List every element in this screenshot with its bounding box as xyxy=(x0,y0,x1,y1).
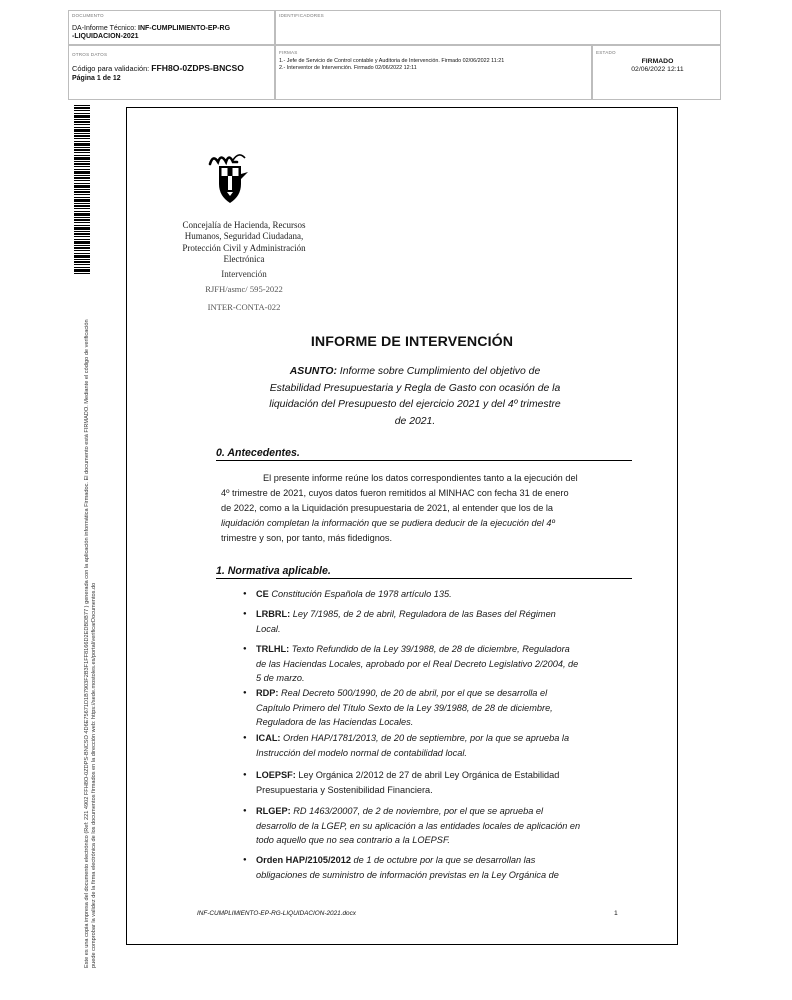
municipal-logo xyxy=(153,148,333,223)
footer-filename: INF-CUMPLIMIENTO-EP-RG-LIQUIDACION-2021.docx xyxy=(197,910,356,917)
header-documento-cell xyxy=(68,10,275,45)
signature-2: 2.- Interventor de Intervención. Firmado 02/06/2022 12:11 xyxy=(279,65,417,71)
bullet-icon: ● xyxy=(243,808,247,814)
reference-1: RJFH/asmc/ 595-2022 xyxy=(205,284,283,294)
section-heading-normativa: 1. Normativa aplicable. xyxy=(216,565,632,579)
document-page xyxy=(126,107,678,945)
list-item: LRBRL: Ley 7/1985, de 2 de abril, Reguladora de las Bases del Régimen Local. xyxy=(256,609,556,634)
office-name: Intervención xyxy=(221,269,267,279)
bullet-icon: ● xyxy=(243,690,247,696)
page-title: INFORME DE INTERVENCIÓN xyxy=(310,334,514,350)
firmas-label: FIRMAS xyxy=(279,50,298,55)
estado-value: FIRMADO 02/06/2022 12:11 xyxy=(631,58,684,73)
documento-label: DOCUMENTO xyxy=(72,13,104,18)
antecedentes-paragraph: El presente informe reúne los datos correspondientes tanto a la ejecución del 4º trimestre de 2021, cuyos datos fueron remitidos al MINHAC con fecha 31 de enero de 2022, como a la Liquidación presupuestaria de 2021, al entender que los de la liquidación completan la información que se pudiera deducir de la ejecución del 4º trimestre y son, por tanto, más fidedignos. xyxy=(221,473,578,543)
reference-2: INTER-CONTA-022 xyxy=(207,302,281,312)
bullet-icon: ● xyxy=(243,772,247,778)
estado-label: ESTADO xyxy=(596,50,616,55)
list-item: LOEPSF: Ley Orgánica 2/2012 de 27 de abril Ley Orgánica de Estabilidad Presupuestaria y Sostenibilidad Financiera. xyxy=(256,770,560,795)
bullet-icon: ● xyxy=(243,611,247,617)
crest-icon xyxy=(153,148,333,218)
bullet-icon: ● xyxy=(243,646,247,652)
validation-code: Código para validación: FFH8O-0ZDPS-BNCSO xyxy=(72,63,244,73)
department-name: Concejalía de Hacienda, Recursos Humanos, Seguridad Ciudadana, Protección Civil y Administración Electrónica xyxy=(182,220,306,265)
identificadores-label: IDENTIFICADORES xyxy=(279,13,324,18)
footer-page-number: 1 xyxy=(614,910,618,917)
list-item: Orden HAP/2105/2012 de 1 de octubre por la que se desarrollan las obligaciones de suministro de información previstas en la Ley Orgánica de xyxy=(256,855,559,880)
verification-text-line-2: puede comprobar la validez de la firma electrónica de los documentos firmados en la dirección web: https://sede.mostoles.es/portal/verificarDocumentos.do xyxy=(91,582,97,968)
section-heading-antecedentes: 0. Antecedentes. xyxy=(216,447,632,461)
bullet-icon: ● xyxy=(243,591,247,597)
list-item: CE Constitución Española de 1978 artículo 135. xyxy=(256,589,452,599)
page-count: Página 1 de 12 xyxy=(72,75,121,82)
barcode xyxy=(74,105,90,275)
asunto-block: ASUNTO: Informe sobre Cumplimiento del objetivo de Estabilidad Presupuestaria y Regla de Gasto con ocasión de la liquidación del Presupuesto del ejercicio 2021 y del 4º trimestre de 2021. xyxy=(269,366,561,428)
documento-title: DA-Informe Técnico: INF-CUMPLIMIENTO-EP-RG -LIQUIDACION-2021 xyxy=(72,25,231,40)
signature-1: 1.- Jefe de Servicio de Control contable y Auditoria de Intervención. Firmado 02/06/2022 11:21 xyxy=(279,58,505,64)
verification-text-line-1: Este es una copia impresa del documento electrónico (Ref: 221 4902 FFH8O-0ZDPS-BNCSO 4D6E75671D1B7903F2B3F1FF8166D2EDBDB77 ) generada con la aplicación informática Firmadoc. El documento está FIRMADO. Mediante el código de verificación xyxy=(84,319,90,968)
list-item: TRLHL: Texto Refundido de la Ley 39/1988, de 28 de diciembre, Reguladora de las Haciendas Locales, aprobado por el Real Decreto Legislativo 2/2004, de 5 de marzo. xyxy=(256,644,579,684)
list-item: RDP: Real Decreto 500/1990, de 20 de abril, por el que se desarrolla el Capítulo Primero del Título Sexto de la Ley 39/1988, de 28 de diciembre, Reguladora de las Haciendas Locales. xyxy=(256,688,553,728)
header-identificadores-cell xyxy=(275,10,721,45)
header-firmas-cell xyxy=(275,45,592,100)
bullet-icon: ● xyxy=(243,735,247,741)
list-item: ICAL: Orden HAP/1781/2013, de 20 de septiembre, por la que se aprueba la Instrucción del modelo normal de contabilidad local. xyxy=(256,733,570,758)
header-estado-cell xyxy=(592,45,721,100)
header-otros-datos-cell xyxy=(68,45,275,100)
signature-list xyxy=(279,58,504,72)
list-item: RLGEP: RD 1463/20007, de 2 de noviembre, por el que se aprueba el desarrollo de la LGEP, en su aplicación a las entidades locales de aplicación en todo aquello que no sea contrario a la LOEPSF. xyxy=(256,806,581,846)
otros-datos-label: OTROS DATOS xyxy=(72,52,108,57)
bullet-icon: ● xyxy=(243,857,247,863)
